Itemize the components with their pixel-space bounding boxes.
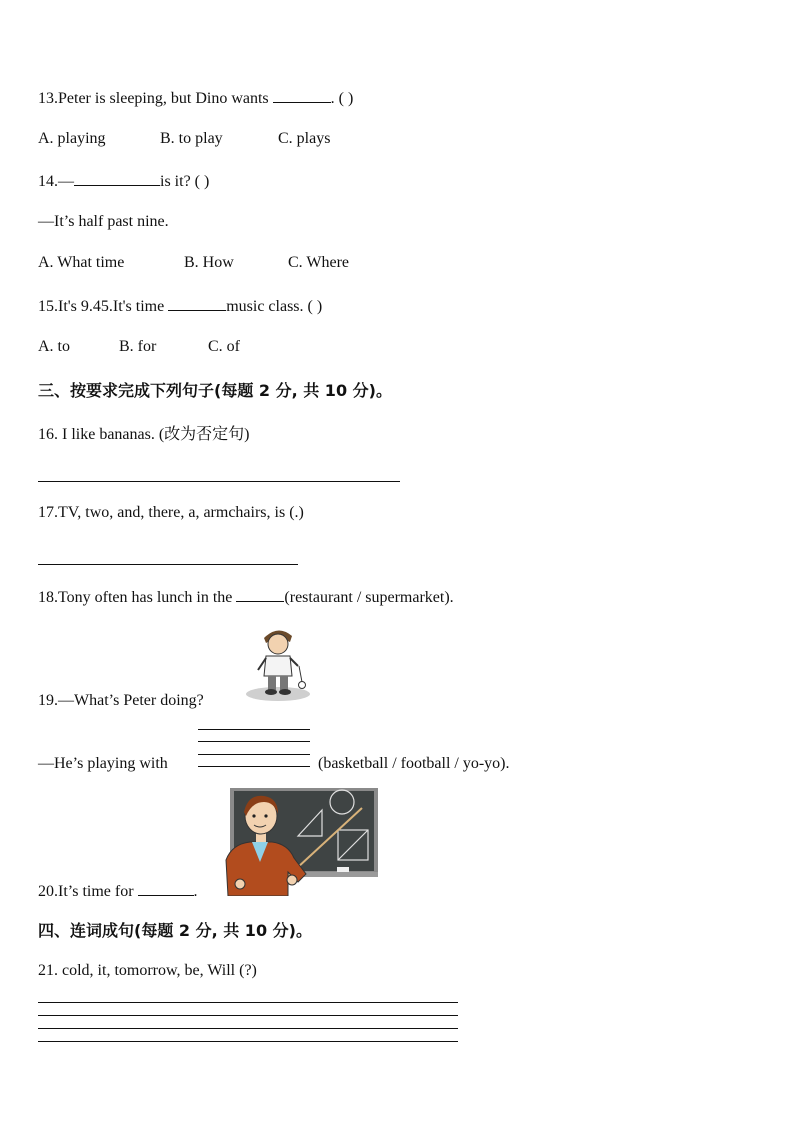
writing-guide-line — [198, 741, 310, 742]
question-20 — [38, 881, 198, 901]
question-14-options — [38, 254, 349, 272]
answer-line[interactable] — [38, 481, 400, 482]
answer-blank[interactable] — [138, 881, 194, 896]
question-17: 17.TV, two, and, there, a, armchairs, is (.) — [38, 504, 304, 521]
question-13-tail: . ( ) — [330, 90, 354, 107]
question-19-choices: (basketball / football / yo-yo). — [318, 755, 510, 772]
option-b[interactable]: B. to play — [160, 130, 223, 147]
answer-blank[interactable] — [273, 88, 331, 103]
option-a[interactable]: A. What time — [38, 254, 125, 271]
question-20-stem: 20.It’s time for — [38, 883, 134, 900]
option-c[interactable]: C. plays — [278, 130, 331, 147]
question-14-answer: —It’s half past nine. — [38, 213, 169, 230]
writing-guide-line[interactable] — [198, 766, 310, 767]
question-13-stem: 13.Peter is sleeping, but Dino wants — [38, 90, 269, 107]
question-19: 19.—What’s Peter doing? — [38, 692, 204, 709]
question-16: 16. I like bananas. (改为否定句) — [38, 426, 250, 443]
answer-line[interactable] — [38, 564, 298, 565]
writing-guide-line[interactable] — [38, 1041, 458, 1042]
question-14 — [38, 171, 209, 191]
section-4-heading: 四、连词成句(每题 2 分, 共 10 分)。 — [38, 921, 312, 940]
option-b[interactable]: B. How — [184, 254, 234, 271]
option-c[interactable]: C. Where — [288, 254, 350, 271]
question-18-stem: 18.Tony often has lunch in the — [38, 589, 233, 606]
question-13 — [38, 88, 353, 108]
writing-guide-line — [38, 1015, 458, 1016]
question-15-options — [38, 338, 240, 356]
writing-guide-line — [198, 729, 310, 730]
answer-blank[interactable] — [168, 296, 226, 311]
teacher-blackboard-illustration — [222, 788, 380, 896]
question-15-tail: music class. ( ) — [226, 298, 323, 315]
writing-guide-line — [38, 1002, 458, 1003]
section-3-heading: 三、按要求完成下列句子(每题 2 分, 共 10 分)。 — [38, 381, 392, 400]
question-13-options — [38, 130, 330, 148]
question-18-tail: (restaurant / supermarket). — [284, 589, 454, 606]
answer-blank[interactable] — [74, 171, 160, 186]
question-18 — [38, 587, 454, 607]
answer-blank[interactable] — [236, 587, 284, 602]
option-b[interactable]: B. for — [119, 338, 157, 355]
question-15-stem: 15.It's 9.45.It's time — [38, 298, 165, 315]
question-15 — [38, 296, 322, 316]
boy-yoyo-illustration — [244, 624, 312, 704]
option-a[interactable]: A. playing — [38, 130, 106, 147]
question-21: 21. cold, it, tomorrow, be, Will (?) — [38, 962, 257, 979]
option-c[interactable]: C. of — [208, 338, 240, 355]
question-14-tail: is it? ( ) — [160, 173, 210, 190]
option-a[interactable]: A. to — [38, 338, 70, 355]
question-19-answer-lead: —He’s playing with — [38, 755, 168, 772]
writing-guide-line — [38, 1028, 458, 1029]
question-14-stem: 14.— — [38, 173, 74, 190]
writing-guide-line — [198, 754, 310, 755]
question-20-tail: . — [193, 883, 198, 900]
